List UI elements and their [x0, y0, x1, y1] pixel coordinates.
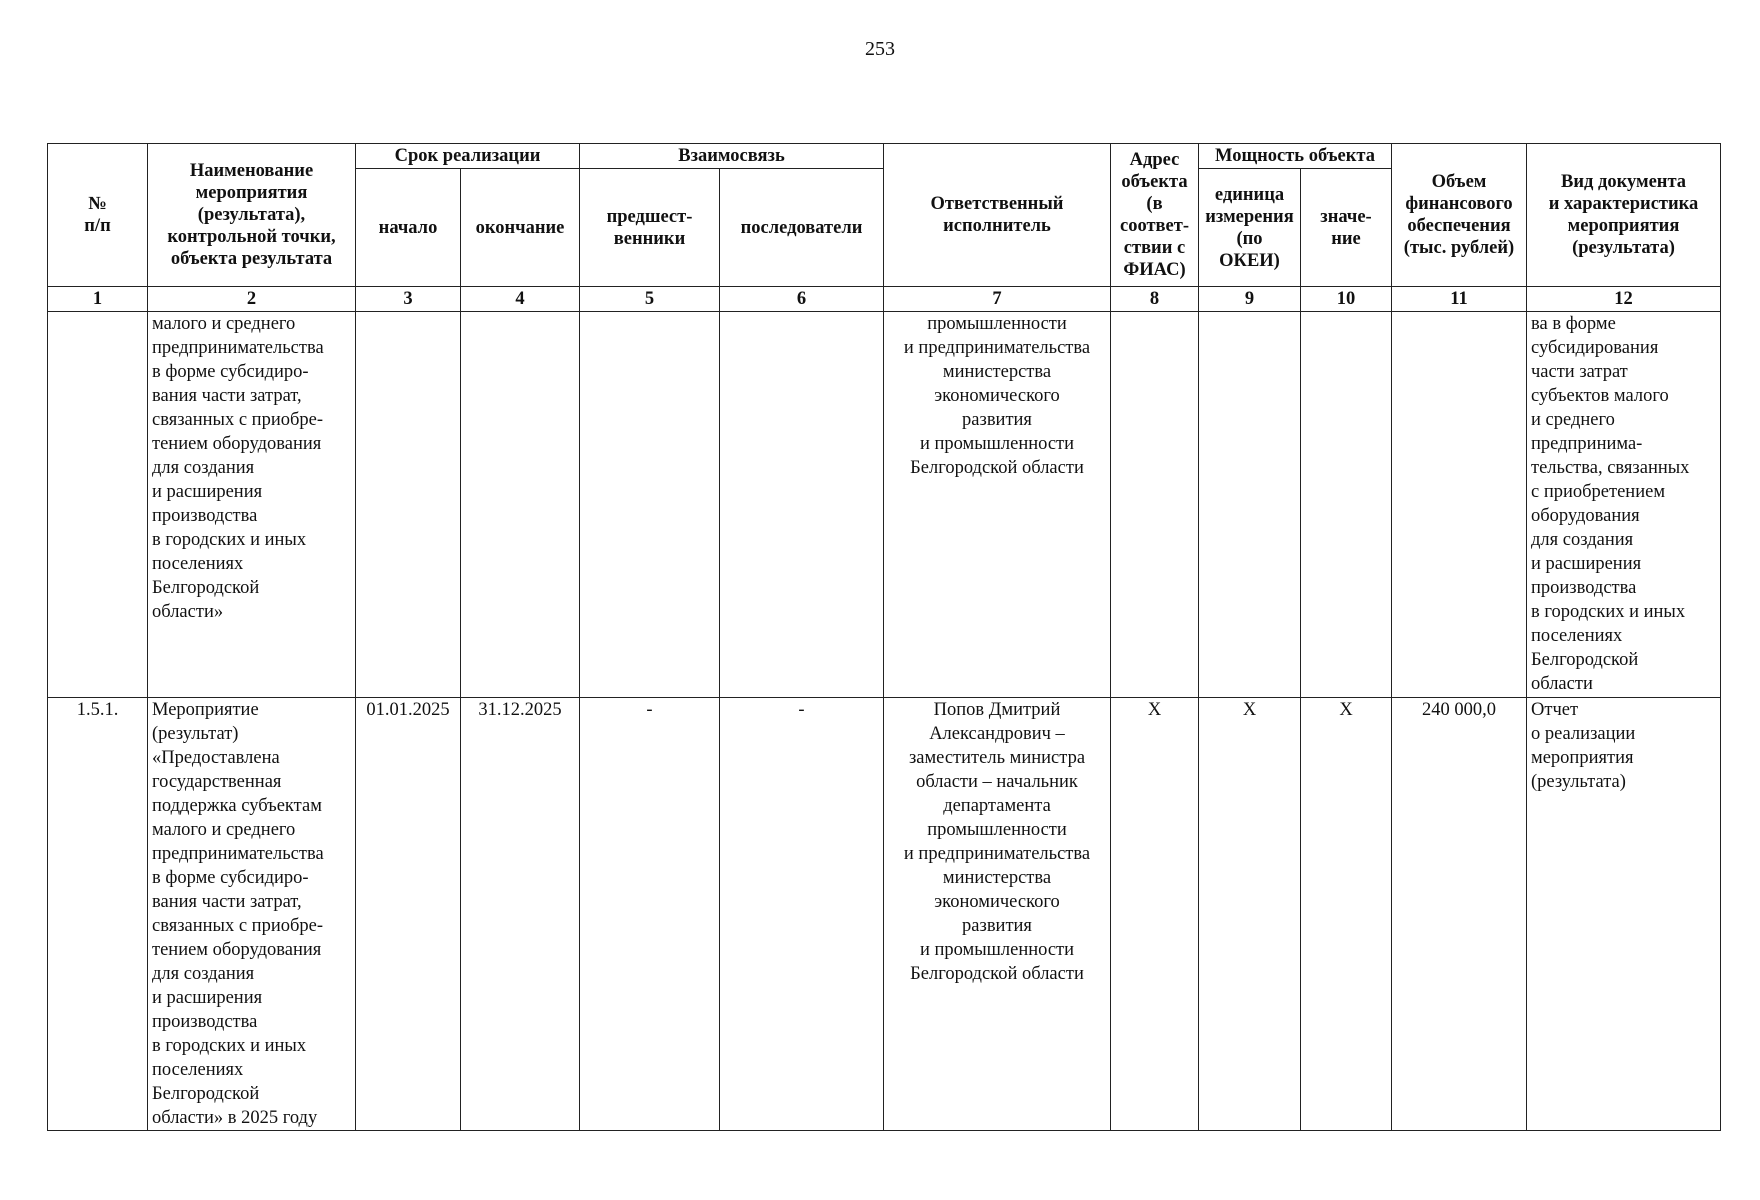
- cell-doc-type: ва в форме субсидирования части затрат субъектов малого и среднего предпринима- тельства, связанных с приобретением оборудования для создания и расширения производства в городских и иных поселениях Белгородской области: [1527, 312, 1721, 698]
- cell-value: [1301, 312, 1392, 698]
- column-number: 12: [1527, 287, 1721, 312]
- cell-value: Х: [1301, 698, 1392, 1131]
- column-number: 10: [1301, 287, 1392, 312]
- header-start: начало: [356, 169, 461, 287]
- column-number: 3: [356, 287, 461, 312]
- cell-responsible: промышленности и предпринимательства министерства экономического развития и промышленности Белгородской области: [884, 312, 1111, 698]
- cell-num: [48, 312, 148, 698]
- header-successors: последователи: [720, 169, 884, 287]
- header-name: Наименование мероприятия (результата), контрольной точки, объекта результата: [148, 144, 356, 287]
- column-number: 8: [1111, 287, 1199, 312]
- cell-name: Мероприятие (результат) «Предоставлена государственная поддержка субъектам малого и среднего предпринимательства в форме субсидиро- вания части затрат, связанных с приобре- тением оборудования для создания и расширения производства в городских и иных поселениях Белгородской области» в 2025 году: [148, 698, 356, 1131]
- cell-successors: [720, 312, 884, 698]
- column-number: 5: [580, 287, 720, 312]
- cell-end: [461, 312, 580, 698]
- cell-predecessors: -: [580, 698, 720, 1131]
- cell-responsible: Попов Дмитрий Александрович – заместитель министра области – начальник департамента промышленности и предпринимательства министерства экономического развития и промышленности Белгородской области: [884, 698, 1111, 1131]
- cell-name: малого и среднего предпринимательства в форме субсидиро- вания части затрат, связанных с приобре- тением оборудования для создания и расширения производства в городских и иных поселениях Белгородской области»: [148, 312, 356, 698]
- column-number: 4: [461, 287, 580, 312]
- header-end: окончание: [461, 169, 580, 287]
- cell-funding: [1392, 312, 1527, 698]
- cell-end: 31.12.2025: [461, 698, 580, 1131]
- header-predecessors: предшест- венники: [580, 169, 720, 287]
- cell-predecessors: [580, 312, 720, 698]
- cell-funding: 240 000,0: [1392, 698, 1527, 1131]
- activities-table: [47, 143, 1721, 1131]
- header-link-group: Взаимосвязь: [580, 144, 884, 169]
- cell-successors: -: [720, 698, 884, 1131]
- header-unit: единица измерения (по ОКЕИ): [1199, 169, 1301, 287]
- header-responsible: Ответственный исполнитель: [884, 144, 1111, 287]
- header-value: значе- ние: [1301, 169, 1392, 287]
- page-number: 253: [865, 38, 895, 60]
- cell-address: [1111, 312, 1199, 698]
- cell-start: 01.01.2025: [356, 698, 461, 1131]
- column-number: 9: [1199, 287, 1301, 312]
- header-doc-type: Вид документа и характеристика мероприятия (результата): [1527, 144, 1721, 287]
- header-funding: Объем финансового обеспечения (тыс. рублей): [1392, 144, 1527, 287]
- table-row: [48, 312, 1721, 698]
- header-capacity-group: Мощность объекта: [1199, 144, 1392, 169]
- cell-doc-type: Отчет о реализации мероприятия (результата): [1527, 698, 1721, 1131]
- cell-address: Х: [1111, 698, 1199, 1131]
- header-address: Адрес объекта (в соответ- ствии с ФИАС): [1111, 144, 1199, 287]
- column-number: 7: [884, 287, 1111, 312]
- column-number: 11: [1392, 287, 1527, 312]
- table-row: [48, 698, 1721, 1131]
- cell-num: 1.5.1.: [48, 698, 148, 1131]
- cell-unit: Х: [1199, 698, 1301, 1131]
- header-num: № п/п: [48, 144, 148, 287]
- column-number: 1: [48, 287, 148, 312]
- column-number: 2: [148, 287, 356, 312]
- column-number: 6: [720, 287, 884, 312]
- cell-unit: [1199, 312, 1301, 698]
- cell-start: [356, 312, 461, 698]
- header-period-group: Срок реализации: [356, 144, 580, 169]
